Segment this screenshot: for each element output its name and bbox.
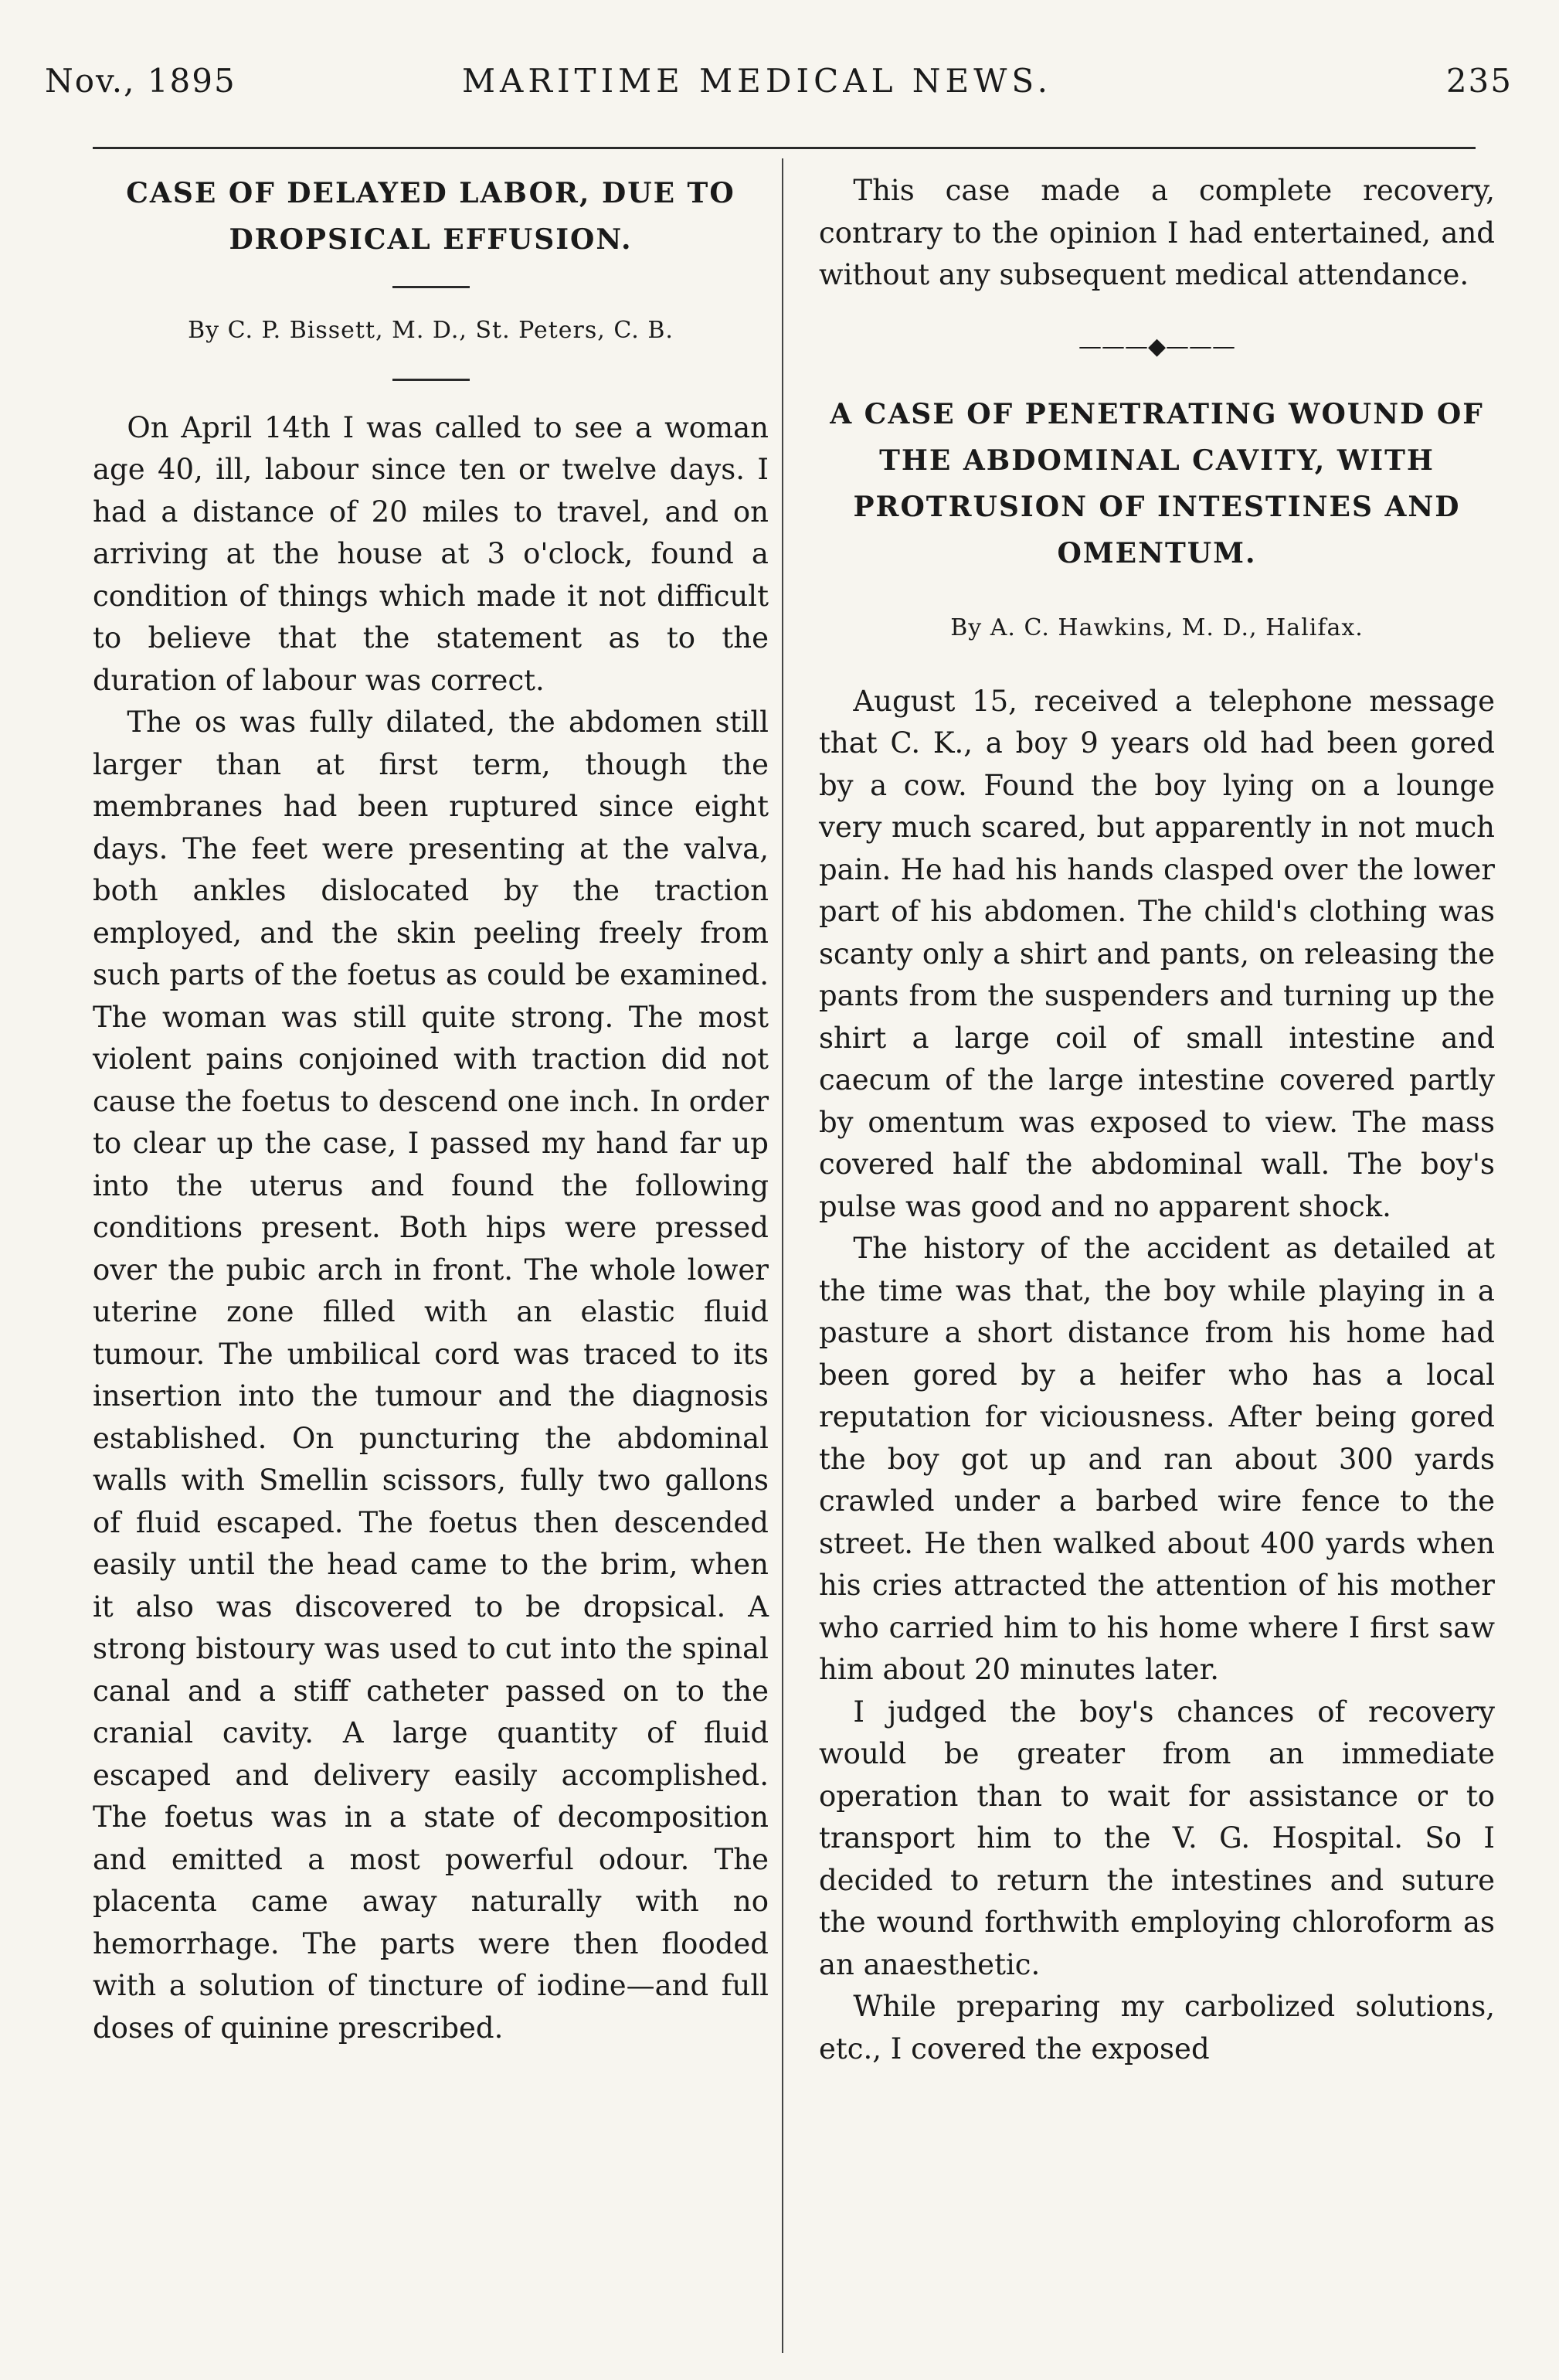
article-title: A CASE OF PENETRATING WOUND OF THE ABDOMINAL CAVITY, WITH PROTRUSION OF INTESTINES AND OMENTUM. [830,398,1484,570]
paragraph: The history of the accident as detailed at the time was that, the boy while playing in a pasture a short distance from his home had been gored by a heifer who has a local reputation for viciousness. After being gored the boy got up and ran about 300 yards crawled under a barbed wire fence to the street. He then walked about 400 yards when his cries attracted the attention of his mother who carried him to his home where I first saw him about 20 minutes later. [819,1232,1495,1686]
paragraph: While preparing my carbolized solutions, etc., I covered the exposed [819,1990,1495,2066]
paragraph: On April 14th I was called to see a woman age 40, ill, labour since ten or twelve days. I had a distance of 20 miles to travel, and on arriving at the house at 3 o'clock, found a condition of things which made it not difficult to believe that the statement as to the duration of labour was correct. [93,410,769,697]
column-divider [782,158,783,2353]
right-column [819,170,1495,2070]
page-header [45,40,1513,102]
header-rule [93,147,1476,149]
journal-title: MARITIME MEDICAL NEWS. [462,62,1053,100]
issue-date: Nov., 1895 [45,62,236,100]
paragraph: This case made a complete recovery, contrary to the opinion I had entertained, and without any subsequent medical attendance. [819,174,1495,291]
article-byline: By A. C. Hawkins, M. D., Halifax. [950,614,1364,641]
page-number: 235 [1445,62,1513,100]
paragraph: I judged the boy's chances of recovery would be greater from an immediate operation than to wait for assistance or to transport him to the V. G. Hospital. So I decided to return the intestines and suture the wound forthwith employing chloroform as an anaesthetic. [819,1695,1495,1981]
article-title: CASE OF DELAYED LABOR, DUE TO DROPSICAL EFFUSION. [126,177,735,256]
title-rule [392,286,470,288]
section-ornament: ———◆——— [1078,332,1236,360]
byline-rule [392,379,470,381]
paragraph: August 15, received a telephone message that C. K., a boy 9 years old had been gored by a cow. Found the boy lying on a lounge very much scared, but apparently in not much pain. He had his hands clasped over the lower part of his abdomen. The child's clothing was scanty only a shirt and pants, on releasing the pants from the suspenders and turning up the shirt a large coil of small intestine and caecum of the large intestine covered partly by omentum was exposed to view. The mass covered half the abdominal wall. The boy's pulse was good and no apparent shock. [819,684,1495,1223]
paragraph: The os was fully dilated, the abdomen still larger than at first term, though the membranes had been ruptured since eight days. The feet were presenting at the valva, both ankles dislocated by the traction employed, and the skin peeling freely from such parts of the foetus as could be examined. The woman was still quite strong. The most violent pains conjoined with traction did not cause the foetus to descend one inch. In order to clear up the case, I passed my hand far up into the uterus and found the following conditions present. Both hips were pressed over the pubic arch in front. The whole lower uterine zone filled with an elastic fluid tumour. The umbilical cord was traced to its insertion into the tumour and the diagnosis established. On puncturing the abdominal walls with Smellin scissors, fully two gallons of fluid escaped. The foetus then descended easily until the head came to the brim, when it also was discovered to be dropsical. A strong bistoury was used to cut into the spinal canal and a stiff catheter passed on to the cranial cavity. A large quantity of fluid escaped and delivery easily accomplished. The foetus was in a state of decomposition and emitted a most powerful odour. The placenta came away naturally with no hemorrhage. The parts were then flooded with a solution of tincture of iodine—and full doses of quinine prescribed. [93,706,769,2045]
article-byline: By C. P. Bissett, M. D., St. Peters, C. B. [188,317,674,344]
left-column [93,170,769,2049]
